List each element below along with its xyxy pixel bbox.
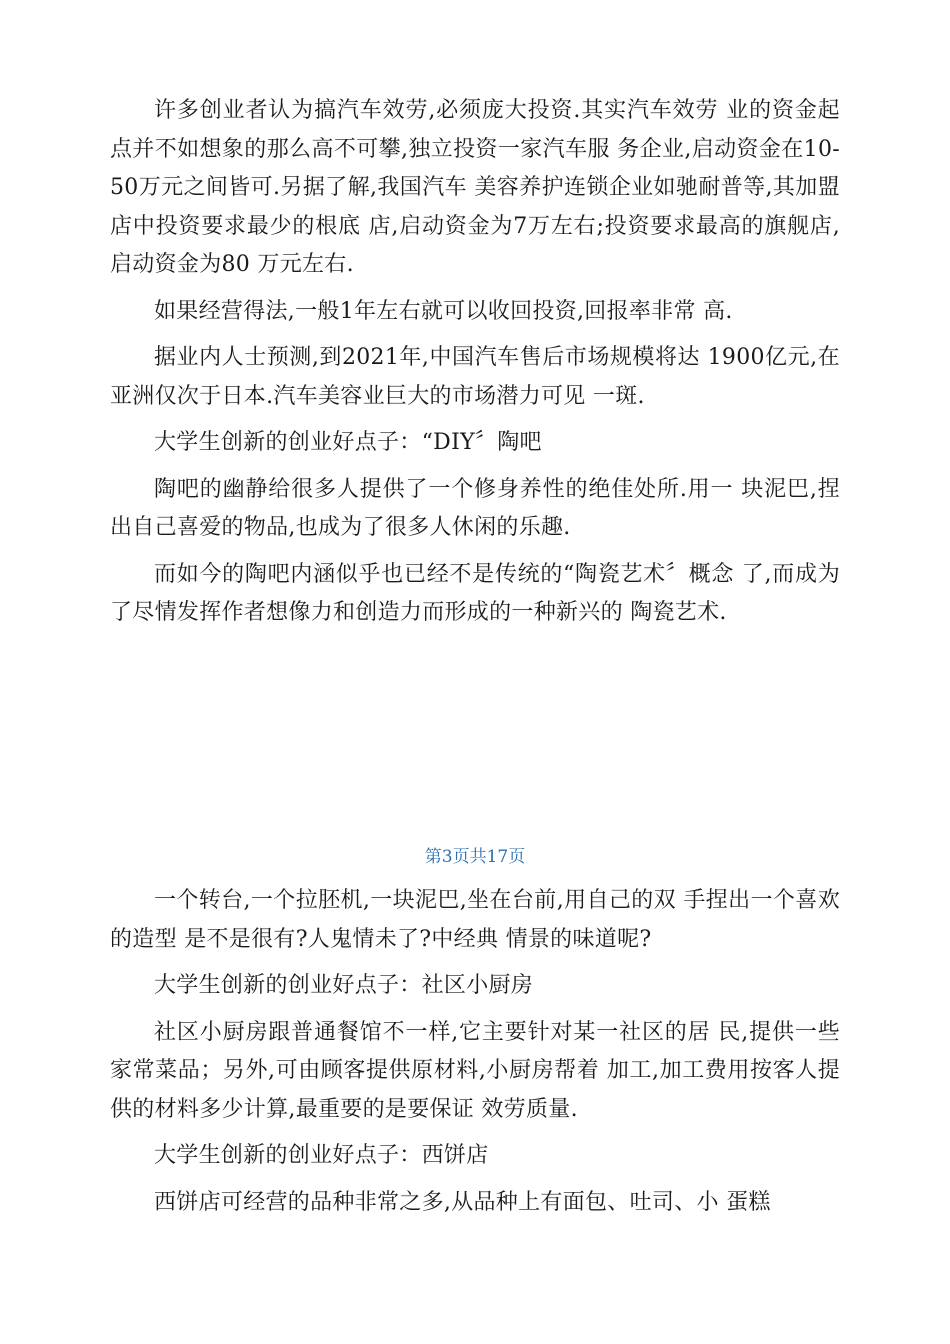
heading-diy-pottery: 大学生创新的创业好点子：“DIY〞陶吧 [154,430,542,455]
page-body-bottom [110,882,840,1222]
paragraph-market-forecast: 据业内人士预测,到2021年,中国汽车售后市场规模将达 1900亿元,在亚洲仅次于日本.汽车美容业巨大的市场潜力可见 一斑. [110,345,840,409]
paragraph-community-kitchen: 社区小厨房跟普通餐馆不一样,它主要针对某一社区的居 民,提供一些家常菜品；另外,可由顾客提供原材料,小厨房帮着 加工,加工费用按客人提供的材料多少计算,最重要的是要保证 效劳质量. [110,1019,840,1122]
paragraph-pottery-intro: 陶吧的幽静给很多人提供了一个修身养性的绝佳处所.用一 块泥巴,捏出自己喜爱的物品,也成为了很多人休闲的乐趣. [110,476,840,540]
paragraph-pottery-art: 而如今的陶吧内涵似乎也已经不是传统的“陶瓷艺术〞概念 了,而成为了尽情发挥作者想像力和创造力而形成的一种新兴的 陶瓷艺术. [110,561,840,625]
page-body-top [110,92,840,633]
page-number-footer: 第3页共17页 [424,847,526,867]
heading-bakery: 大学生创新的创业好点子：西饼店 [154,1143,489,1168]
paragraph-return: 如果经营得法,一般1年左右就可以收回投资,回报率非常 高. [154,298,733,324]
heading-community-kitchen: 大学生创新的创业好点子：社区小厨房 [154,973,534,998]
paragraph-bakery: 西饼店可经营的品种非常之多,从品种上有面包、吐司、小 蛋糕 [154,1189,771,1215]
paragraph-pottery-wheel: 一个转台,一个拉胚机,一块泥巴,坐在台前,用自己的双 手捏出一个喜欢的造型 是不是很有?人鬼情未了?中经典 情景的味道呢? [110,888,840,952]
paragraph-investment: 许多创业者认为搞汽车效劳,必须庞大投资.其实汽车效劳 业的资金起点并不如想象的那么高不可攀,独立投资一家汽车服 务企业,启动资金在10-50万元之间皆可.另据了解,我国汽车 美容养护连锁企业如驰耐普等,其加盟店中投资要求最少的根底 店,启动资金为7万左右;投资要求最高的旗舰店,启动资金为80 万元左右. [110,98,840,277]
